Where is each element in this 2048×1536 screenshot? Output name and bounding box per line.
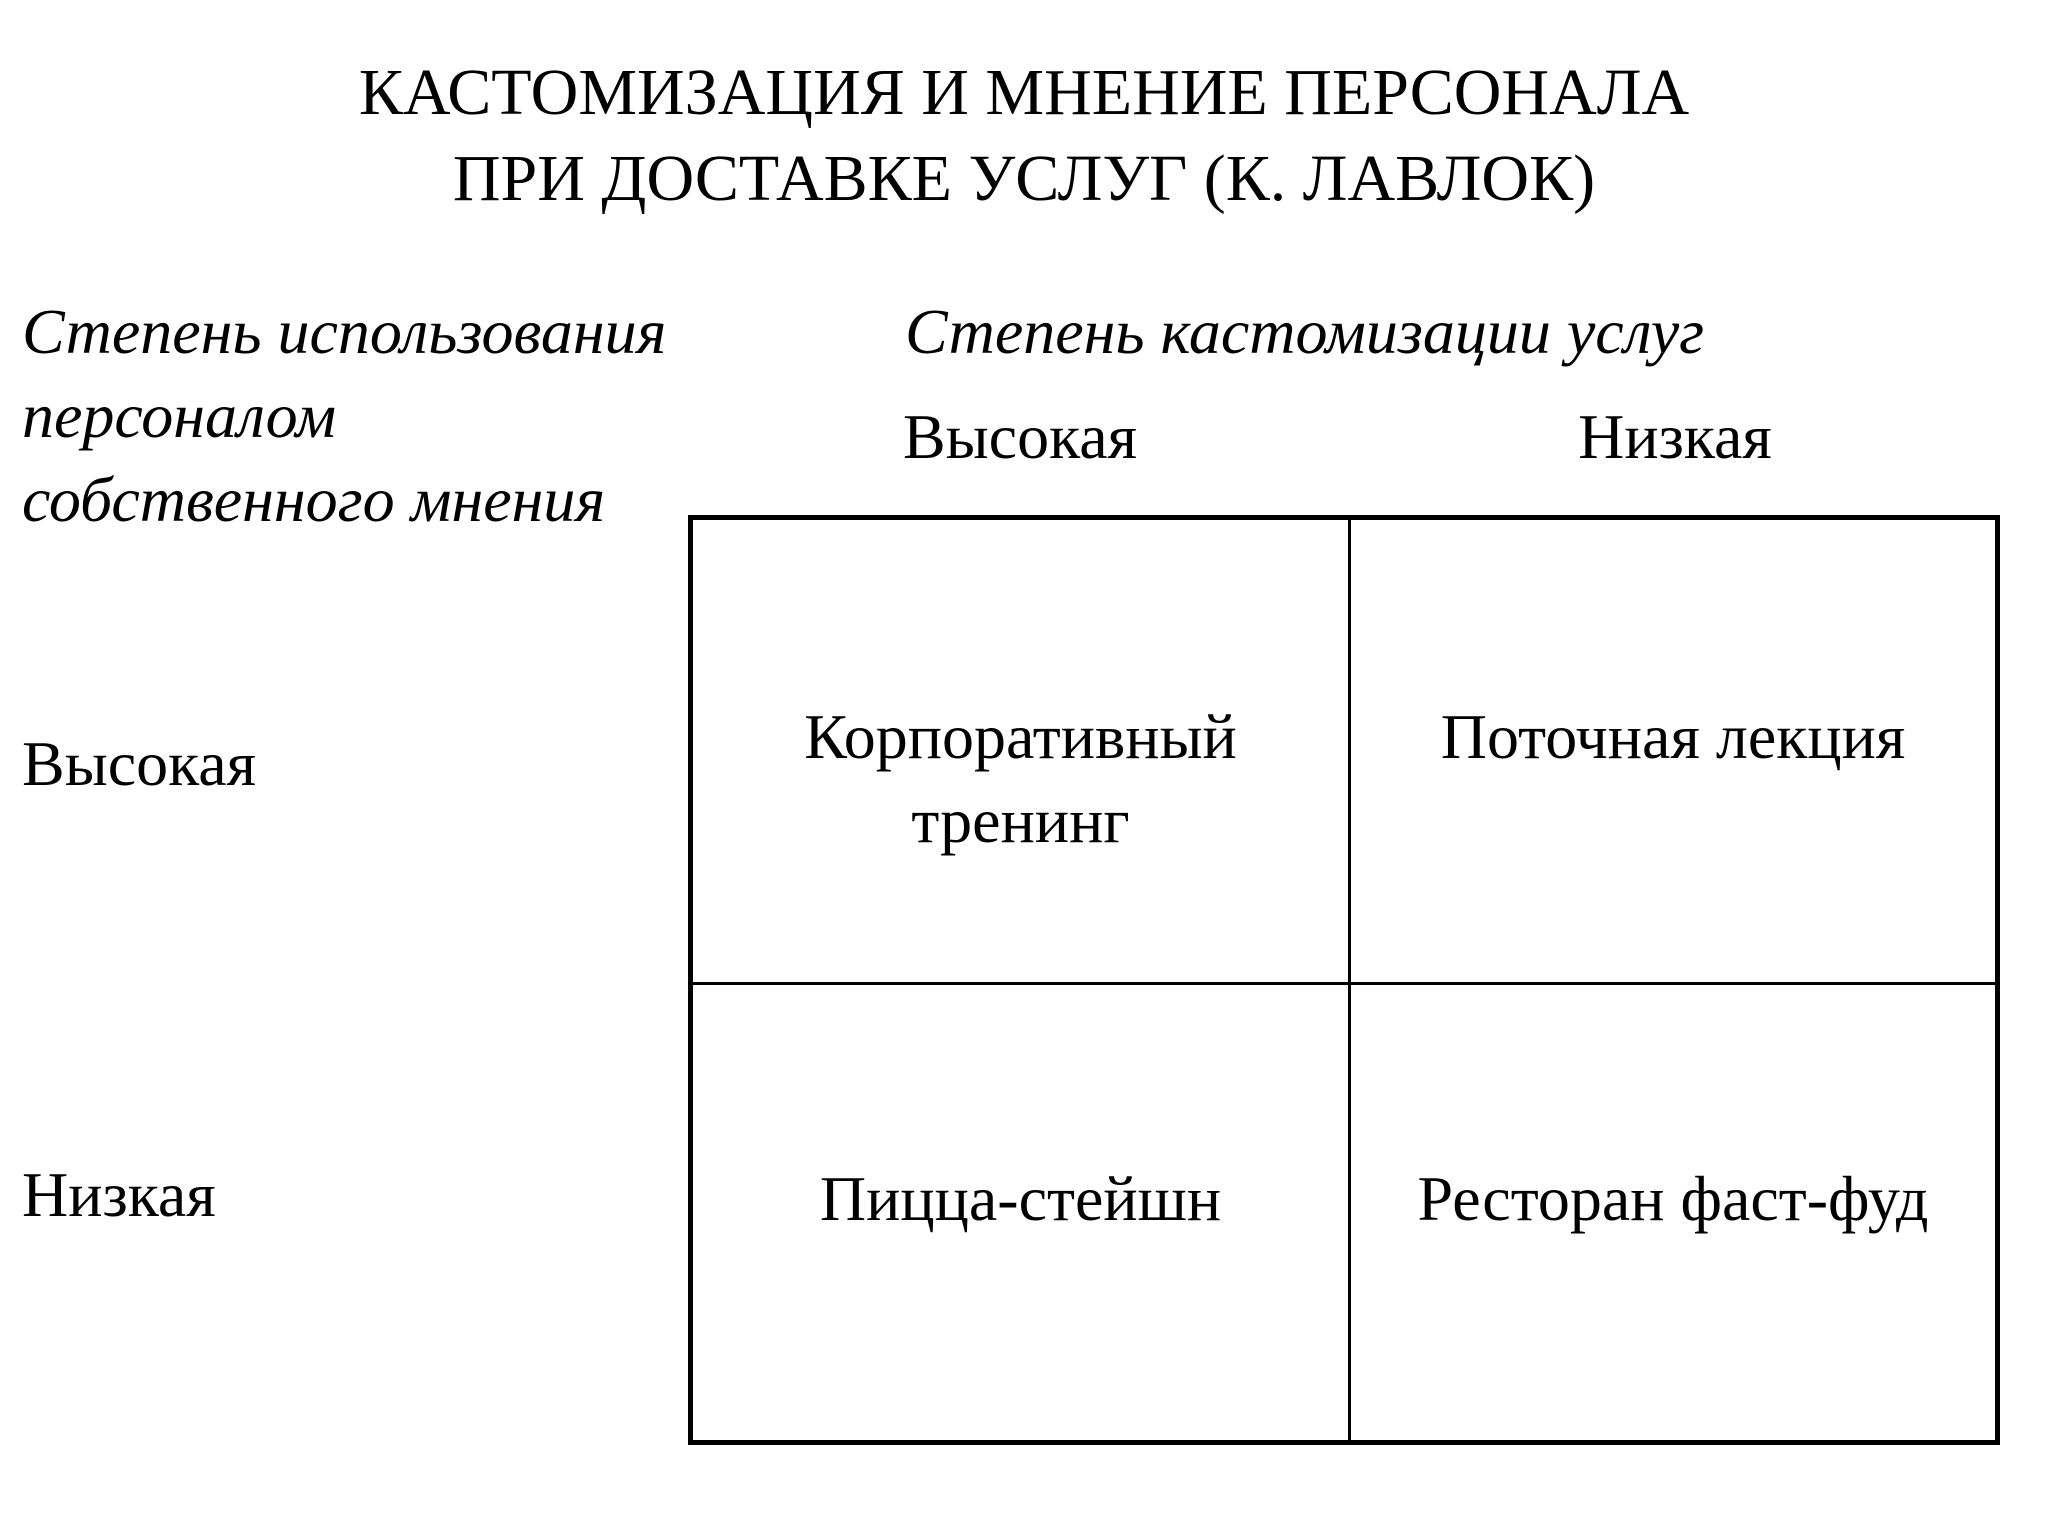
cell-high-low bbox=[1351, 695, 1995, 779]
cell-high-high-line-1: Корпоративный bbox=[804, 701, 1237, 772]
column-axis-label: Степень кастомизации услуг bbox=[905, 296, 1705, 367]
title-line-1: КАСТОМИЗАЦИЯ И МНЕНИЕ ПЕРСОНАЛА bbox=[358, 56, 1690, 129]
page-title bbox=[0, 50, 2048, 222]
vertical-divider bbox=[1348, 520, 1351, 1440]
matrix-grid bbox=[688, 515, 2000, 1445]
cell-low-low bbox=[1351, 1157, 1995, 1241]
row-axis-label-line-1: Степень использования bbox=[22, 296, 667, 367]
row-header-high: Высокая bbox=[22, 728, 257, 799]
row-axis-label-line-2: персоналом bbox=[22, 380, 337, 451]
cell-low-low-text: Ресторан фаст-фуд bbox=[1417, 1163, 1929, 1234]
column-header-low: Низкая bbox=[1578, 401, 1772, 472]
cell-high-high-line-2: тренинг bbox=[911, 785, 1130, 856]
horizontal-divider bbox=[693, 982, 1995, 985]
row-header-low: Низкая bbox=[22, 1159, 216, 1230]
row-axis-label bbox=[22, 290, 666, 542]
cell-high-high bbox=[693, 695, 1348, 863]
cell-low-high bbox=[693, 1157, 1348, 1241]
column-header-high: Высокая bbox=[902, 401, 1138, 472]
title-line-2: ПРИ ДОСТАВКЕ УСЛУГ (К. ЛАВЛОК) bbox=[452, 142, 1596, 215]
cell-low-high-text: Пицца-стейшн bbox=[819, 1163, 1222, 1234]
row-axis-label-line-3: собственного мнения bbox=[22, 464, 606, 535]
cell-high-low-text: Поточная лекция bbox=[1440, 701, 1906, 772]
